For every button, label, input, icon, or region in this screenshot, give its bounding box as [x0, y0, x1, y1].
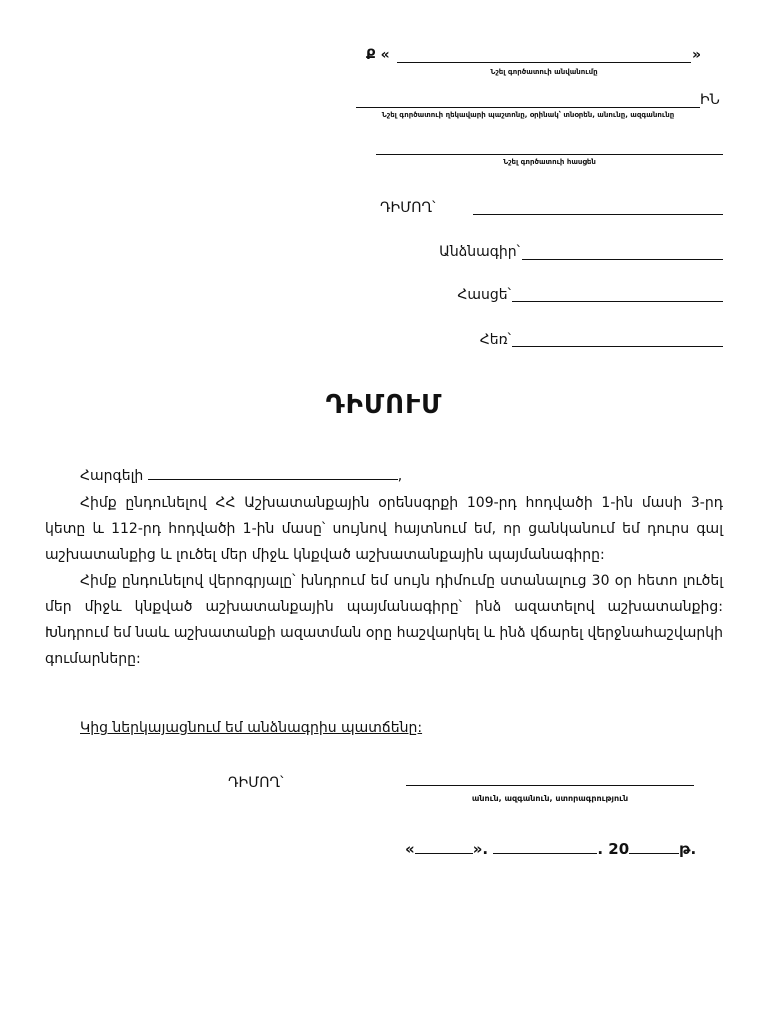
attachment-note: Կից ներկայացնում եմ անձնագրիս պատճենը: — [80, 720, 423, 736]
date-row — [405, 840, 696, 858]
date-open-quote: « — [405, 840, 415, 858]
org-address-line[interactable] — [376, 154, 723, 155]
greeting-suffix: , — [397, 468, 403, 484]
body-paragraph-1: Հիմք ընդունելով ՀՀ Աշխատանքային օրենսգրքի 109-րդ հոդվածի 1-ին մասի 3-րդ կետը և 112-րդ հոդվածի 1-ին մասը՝ սույնով հայտնում եմ, որ ցանկանում եմ դուրս գալ աշխատանքից և լուծել մեր միջև կնքված աշխատանքային պայմանագիրը: — [45, 495, 723, 563]
date-month-line[interactable] — [493, 844, 597, 854]
signature-caption: անուն, ազգանուն, ստորագրություն — [471, 794, 629, 803]
date-close-quote: ». — [472, 840, 489, 858]
year-suffix: թ. — [679, 840, 697, 858]
greeting — [80, 465, 402, 484]
year-prefix: 20 — [608, 840, 630, 858]
addressee-prefix: Ք « — [366, 47, 390, 63]
passport-label: Անձնագիր՝ — [439, 244, 520, 260]
date-day-line[interactable] — [415, 844, 473, 854]
signature-label: ԴԻՄՈՂ՝ — [228, 775, 284, 791]
org-name-caption: Նշել գործատուի անվանումը — [490, 68, 598, 76]
body-paragraph-2: Հիմք ընդունելով վերոգրյալը՝ խնդրում եմ սույն դիմումը ստանալուց 30 օր հետո լուծել մեր միջև կնքված աշխատանքային պայմանագիրը՝ ինձ ազատելով աշխատանքից: Խնդրում եմ նաև աշխատանքի ազատման օրը հաշվարկել և ինձ վճարել վերջնահաշվարկի գումարները: — [45, 573, 723, 667]
greeting-prefix: Հարգելի — [80, 468, 148, 484]
phone-line[interactable] — [512, 346, 723, 347]
address-line[interactable] — [512, 301, 723, 302]
body-paragraph-2-wrap — [45, 568, 723, 672]
head-name-line[interactable] — [356, 107, 700, 108]
org-name-line[interactable] — [397, 62, 691, 63]
recipient-name-line[interactable] — [148, 465, 398, 480]
date-dot: . — [597, 840, 604, 858]
org-address-caption: Նշել գործատուի հասցեն — [503, 158, 596, 166]
signature-line[interactable] — [406, 785, 694, 786]
body-paragraph-1-wrap — [45, 490, 723, 568]
phone-label: Հեռ՝ — [479, 332, 511, 348]
applicant-label: ԴԻՄՈՂ՝ — [380, 200, 436, 216]
address-label: Հասցե՝ — [457, 287, 511, 303]
addressee-suffix: » — [692, 47, 702, 63]
head-caption: Նշել գործատուի ղեկավարի պաշտոնը, օրինակ՝ տնօրեն, անունը, ազգանունը — [381, 111, 675, 119]
head-suffix: ԻՆ — [700, 92, 720, 108]
date-year-line[interactable] — [629, 844, 679, 854]
passport-line[interactable] — [522, 259, 723, 260]
document-title: ԴԻՄՈՒՄ — [325, 390, 443, 420]
applicant-name-line[interactable] — [473, 214, 723, 215]
